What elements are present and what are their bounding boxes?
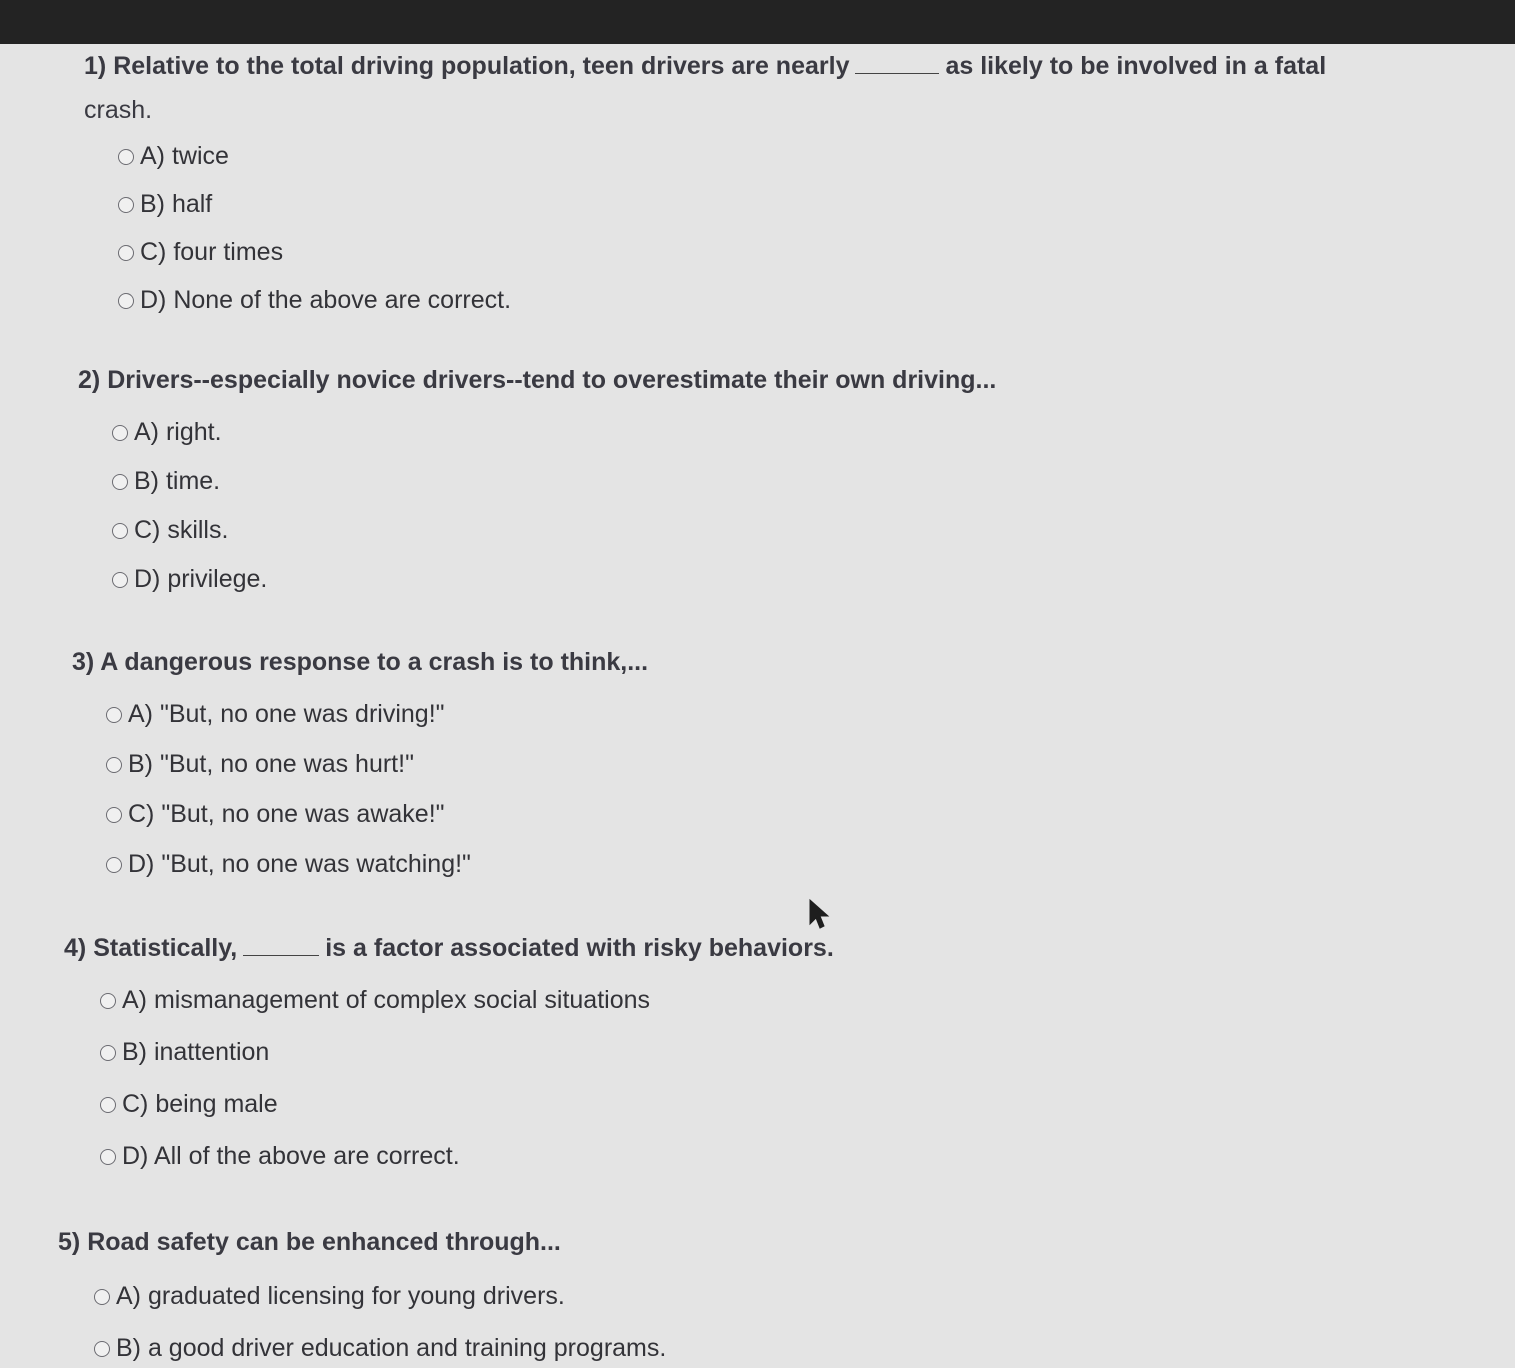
option-2a[interactable]: [112, 418, 222, 447]
question-number: 4): [64, 934, 87, 962]
option-3a[interactable]: [106, 700, 445, 729]
question-number: 1): [84, 52, 107, 80]
option-label: C) skills.: [134, 516, 229, 544]
question-text-line2: crash.: [84, 96, 153, 124]
radio-button[interactable]: [112, 474, 128, 490]
radio-button[interactable]: [100, 1149, 116, 1165]
radio-button[interactable]: [106, 757, 122, 773]
option-5a[interactable]: [94, 1282, 565, 1311]
option-3c[interactable]: [106, 800, 445, 829]
option-3b[interactable]: [106, 750, 414, 779]
option-5b[interactable]: [94, 1334, 666, 1363]
question-text: Drivers--especially novice drivers--tend to overestimate their own driving...: [107, 366, 997, 394]
question-text-end: is a factor associated with risky behaviors.: [325, 934, 834, 962]
radio-button[interactable]: [94, 1289, 110, 1305]
question-5-text: [58, 1220, 561, 1264]
radio-button[interactable]: [112, 523, 128, 539]
question-text: A dangerous response to a crash is to think,...: [100, 648, 649, 676]
radio-button[interactable]: [100, 993, 116, 1009]
option-label: A) right.: [134, 418, 222, 446]
option-label: B) inattention: [122, 1038, 270, 1066]
option-label: B) a good driver education and training programs.: [116, 1334, 667, 1362]
answer-blank: [243, 937, 319, 956]
radio-button[interactable]: [100, 1097, 116, 1113]
radio-button[interactable]: [118, 197, 134, 213]
radio-button[interactable]: [106, 707, 122, 723]
option-label: C) four times: [140, 238, 284, 266]
option-label: B) half: [140, 190, 213, 218]
option-label: D) None of the above are correct.: [140, 286, 512, 314]
option-label: A) twice: [140, 142, 229, 170]
radio-button[interactable]: [112, 425, 128, 441]
option-4c[interactable]: [100, 1090, 278, 1119]
option-label: D) privilege.: [134, 565, 268, 593]
option-label: C) "But, no one was awake!": [128, 800, 445, 828]
radio-button[interactable]: [106, 807, 122, 823]
option-label: C) being male: [122, 1090, 278, 1118]
option-label: A) "But, no one was driving!": [128, 700, 445, 728]
question-1-text: [84, 44, 1326, 132]
option-1c[interactable]: [118, 238, 283, 267]
radio-button[interactable]: [106, 857, 122, 873]
option-1d[interactable]: [118, 286, 511, 315]
question-text-end: as likely to be involved in a fatal: [945, 52, 1327, 80]
question-text: Road safety can be enhanced through...: [87, 1228, 561, 1256]
question-text-start: Relative to the total driving population, teen drivers are nearly: [113, 52, 850, 80]
radio-button[interactable]: [112, 572, 128, 588]
option-2b[interactable]: [112, 467, 220, 496]
question-3-text: [72, 640, 648, 684]
radio-button[interactable]: [100, 1045, 116, 1061]
option-label: B) "But, no one was hurt!": [128, 750, 414, 778]
question-number: 2): [78, 366, 101, 394]
option-4a[interactable]: [100, 986, 650, 1015]
option-1b[interactable]: [118, 190, 212, 219]
option-3d[interactable]: [106, 850, 471, 879]
radio-button[interactable]: [94, 1341, 110, 1357]
option-label: D) All of the above are correct.: [122, 1142, 460, 1170]
option-1a[interactable]: [118, 142, 229, 171]
question-4-text: [64, 926, 834, 970]
option-label: D) "But, no one was watching!": [128, 850, 471, 878]
radio-button[interactable]: [118, 149, 134, 165]
option-4b[interactable]: [100, 1038, 269, 1067]
question-number: 5): [58, 1228, 81, 1256]
answer-blank: [855, 55, 939, 74]
option-4d[interactable]: [100, 1142, 460, 1171]
radio-button[interactable]: [118, 245, 134, 261]
radio-button[interactable]: [118, 293, 134, 309]
option-label: A) mismanagement of complex social situations: [122, 986, 651, 1014]
question-text-start: Statistically,: [93, 934, 238, 962]
option-2d[interactable]: [112, 565, 267, 594]
option-label: B) time.: [134, 467, 221, 495]
arrow-cursor-icon: [808, 898, 836, 930]
question-number: 3): [72, 648, 95, 676]
option-2c[interactable]: [112, 516, 228, 545]
option-label: A) graduated licensing for young drivers.: [116, 1282, 565, 1310]
question-2-text: [78, 358, 996, 402]
